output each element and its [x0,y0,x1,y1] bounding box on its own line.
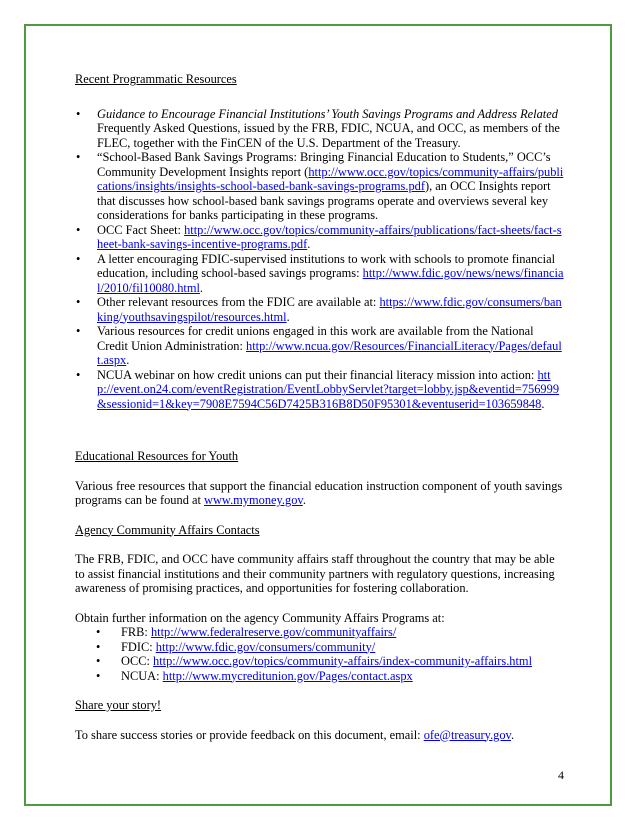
fdic-link[interactable]: http://www.fdic.gov/consumers/community/ [155,639,376,654]
section-heading-programmatic-resources: Recent Programmatic Resources [75,72,237,86]
item-text: . [541,396,545,411]
ncua-link[interactable]: http://www.mycreditunion.gov/Pages/contact.aspx [162,668,413,683]
contact-label: FDIC: [121,639,156,654]
item-text: A letter encouraging FDIC-supervised institutions to work with schools to promote financial education, including school-based savings programs: [97,251,556,280]
fdic-resources-link[interactable]: https://www.fdic.gov/consumers/banking/youthsavingspilot/resources.html [97,295,562,324]
mymoney-link[interactable]: www.mymoney.gov [204,493,303,507]
community-affairs-intro: Obtain further information on the agency Community Affairs Programs at: [75,610,445,625]
item-text: OCC Fact Sheet: [97,222,185,237]
section-heading-community-affairs: Agency Community Affairs Contacts [75,522,260,537]
item-text: . [126,353,130,367]
contacts-list [75,625,567,683]
contact-item-frb [96,625,567,640]
list-item [75,107,567,151]
item-text: Various resources for credit unions engaged in this work are available from the National Credit Union Administration: [97,324,534,353]
item-text: ), an OCC Insights report that discusses how school-based bank savings programs operate and overviews several key considerations for banks participating in these programs. [97,179,551,222]
section-heading-educational-resources: Educational Resources for Youth [75,449,239,463]
contact-label: NCUA: [121,668,163,683]
bullet-icon: • [76,367,81,382]
item-text: “School-Based Bank Savings Programs: Bringing Financial Education to Students,” OCC’s Community Development Insights report ( [97,150,551,179]
resource-list [75,107,567,412]
page-content [75,72,567,742]
paragraph-text: . [510,727,515,742]
educational-resources-text [75,479,567,508]
guidance-description: Frequently Asked Questions, issued by the FRB, FDIC, NCUA, and OCC, as members of the FLEC, together with the FinCEN of the U.S. Department of the Treasury. [97,121,560,150]
item-text: NCUA webinar on how credit unions can put their financial literacy mission into action: [97,367,538,382]
feedback-email-link[interactable]: ofe@treasury.gov [423,727,511,742]
contact-item-fdic [96,640,567,655]
bullet-icon: • [96,654,101,668]
list-item [75,223,567,252]
page-number: 4 [558,768,564,782]
contact-item-occ [96,654,567,669]
bullet-icon: • [76,150,81,164]
item-text: Other relevant resources from the FDIC are available at: [97,295,380,309]
list-item [75,295,567,324]
bullet-icon: • [76,106,81,121]
bullet-icon: • [96,668,101,683]
share-story-text [75,728,567,743]
occ-fact-sheet-link[interactable]: http://www.occ.gov/topics/community-affairs/publications/fact-sheets/fact-sheet-bank-savings-incentive-programs.pdf [97,222,562,251]
occ-link[interactable]: http://www.occ.gov/topics/community-affairs/index-community-affairs.html [153,654,533,668]
paragraph-text: . [302,493,306,507]
fdic-letter-link[interactable]: http://www.fdic.gov/news/news/financial/2010/fil10080.html [97,266,564,295]
item-text: . [307,237,311,251]
contact-label: FRB: [121,625,151,639]
list-item [75,252,567,296]
bullet-icon: • [76,222,81,237]
community-affairs-paragraph: The FRB, FDIC, and OCC have community affairs staff throughout the country that may be able to assist financial institutions and their community partners with regulatory questions, increasing awareness of promising practices, and opportunities for fostering collaboration. [75,552,555,595]
ncua-webinar-link[interactable]: http://event.on24.com/eventRegistration/EventLobbyServlet?target=lobby.jsp&eventid=756999&sessionid=1&key=7908E7594C56D7425B316B8D50F95301&eventuserid=103659848 [97,367,560,411]
paragraph-text: Various free resources that support the financial education instruction component of youth savings programs can be found at [75,478,563,507]
list-item [75,150,567,223]
contact-item-ncua [96,669,567,684]
bullet-icon: • [96,625,101,639]
bullet-icon: • [96,639,101,654]
item-text: . [286,309,290,324]
item-text: . [199,280,204,295]
frb-link[interactable]: http://www.federalreserve.gov/communityaffairs/ [150,625,397,639]
contact-label: OCC: [121,654,154,668]
occ-insights-link[interactable]: http://www.occ.gov/topics/community-affairs/publications/insights/insights-school-based-bank-savings-programs.pdf [97,164,564,193]
list-item [75,368,567,412]
bullet-icon: • [76,251,81,266]
bullet-icon: • [76,295,81,309]
section-heading-share-story: Share your story! [75,698,162,712]
list-item [75,324,567,368]
ncua-literacy-link[interactable]: http://www.ncua.gov/Resources/FinancialLiteracy/Pages/default.aspx [97,338,562,367]
guidance-title: Guidance to Encourage Financial Institutions’ Youth Savings Programs and Address Related [97,106,558,121]
bullet-icon: • [76,324,81,338]
paragraph-text: To share success stories or provide feedback on this document, email: [75,727,424,742]
